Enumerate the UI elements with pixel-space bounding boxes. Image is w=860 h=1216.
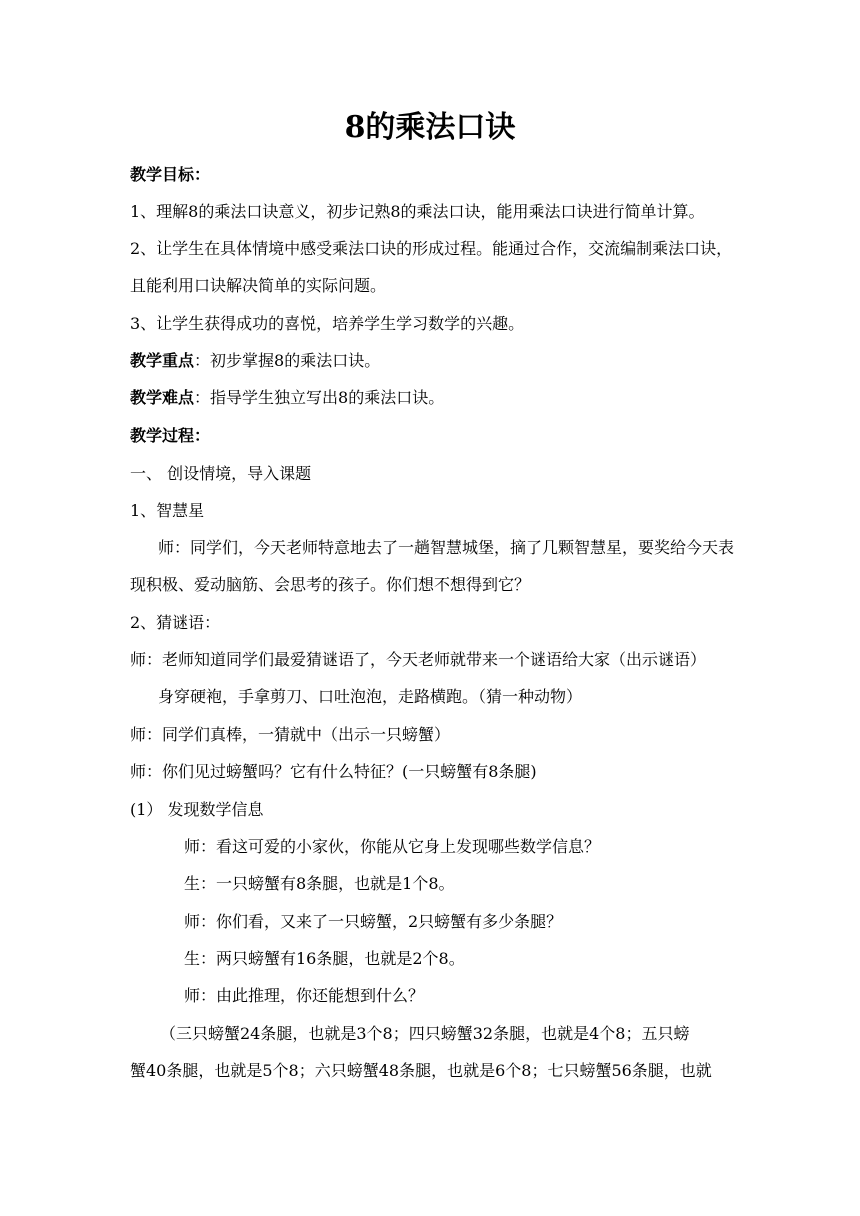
answer-line-2: 蟹40条腿，也就是5个8；六只螃蟹48条腿，也就是6个8；七只螃蟹56条腿，也就 (130, 1061, 712, 1080)
dialog-5: 师：由此推理，你还能想到什么？ (184, 986, 425, 1005)
difficulty-label: 教学难点 (130, 388, 195, 407)
riddle: 身穿硬袍，手拿剪刀、口吐泡泡，走路横跑。（猜一种动物） (158, 687, 583, 706)
goal-1: 1、理解8的乘法口诀意义，初步记熟8的乘法口诀，能用乘法口诀进行简单计算。 (130, 202, 705, 221)
key-point (130, 350, 790, 372)
item-2: 2、猜谜语： (130, 613, 221, 632)
goal-2-line-2: 且能利用口诀解决简单的实际问题。 (130, 276, 387, 295)
answer-line-1: （三只螃蟹24条腿，也就是3个8；四只螃蟹32条腿，也就是4个8；五只螃 (160, 1024, 690, 1043)
teacher-2: 师：老师知道同学们最爱猜谜语了，今天老师就带来一个谜语给大家（出示谜语） (130, 650, 707, 669)
teacher-1-line-1: 师：同学们，今天老师特意地去了一趟智慧城堡，摘了几颗智慧星，要奖给今天表 (158, 538, 735, 557)
dialog-2: 生：一只螃蟹有8条腿，也就是1个8。 (184, 874, 455, 893)
teacher-4: 师：你们见过螃蟹吗？它有什么特征？(一只螃蟹有8条腿) (130, 762, 537, 781)
document-title: 8的乘法口诀 (344, 110, 516, 145)
process-heading: 教学过程： (130, 426, 211, 445)
difficulty (130, 387, 790, 409)
teacher-3: 师：同学们真棒，一猜就中（出示一只螃蟹） (130, 725, 451, 744)
difficulty-text: ：指导学生独立写出8的乘法口诀。 (194, 388, 445, 407)
section-1-heading: 一、 创设情境，导入课题 (130, 464, 312, 483)
key-point-text: ：初步掌握8的乘法口诀。 (194, 351, 381, 370)
sub-heading-1: (1） 发现数学信息 (130, 800, 264, 819)
goal-2-line-1: 2、让学生在具体情境中感受乘法口诀的形成过程。能通过合作，交流编制乘法口诀， (130, 239, 733, 258)
goal-3: 3、让学生获得成功的喜悦，培养学生学习数学的兴趣。 (130, 314, 525, 333)
dialog-3: 师：你们看，又来了一只螃蟹，2只螃蟹有多少条腿？ (184, 912, 563, 931)
item-1: 1、智慧星 (130, 501, 205, 520)
teacher-1-line-2: 现积极、爱动脑筋、会思考的孩子。你们想不想得到它？ (130, 575, 531, 594)
key-point-label: 教学重点 (130, 351, 195, 370)
dialog-1: 师：看这可爱的小家伙，你能从它身上发现哪些数学信息？ (184, 837, 601, 856)
dialog-4: 生：两只螃蟹有16条腿，也就是2个8。 (184, 949, 465, 968)
goals-heading: 教学目标： (130, 165, 211, 184)
